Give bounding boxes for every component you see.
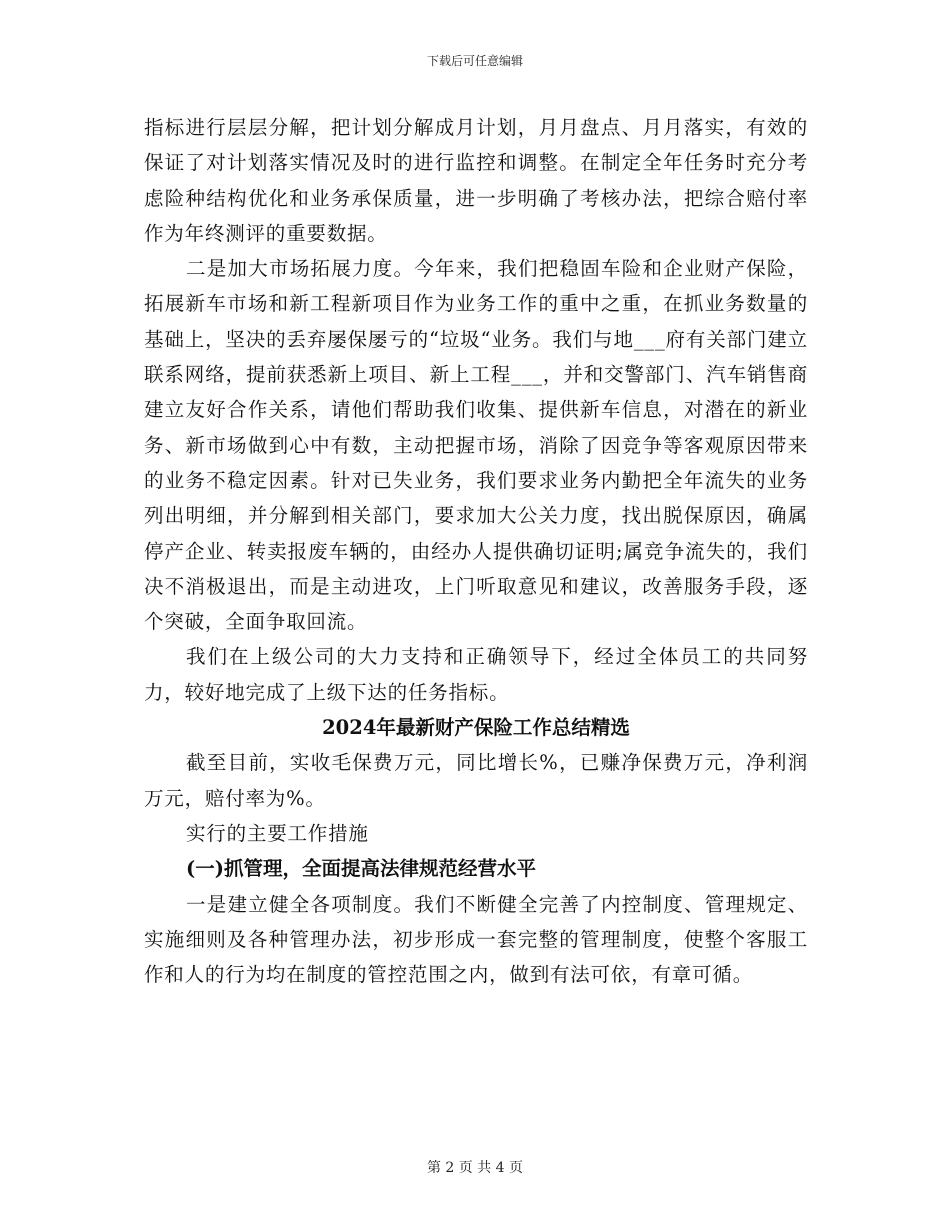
subheading-management: (一)抓管理，全面提高法律规范经营水平 — [186, 857, 536, 881]
paragraph-measures-heading: 实行的主要工作措施 — [186, 821, 369, 845]
page-header: 下载后可任意编辑 — [426, 54, 523, 68]
document-body — [144, 110, 808, 992]
paragraph-system-building: 一是建立健全各项制度。我们不断健全完善了内控制度、管理规定、实施细则及各种管理办法，初步形成一套完整的管理制度，使整个客服工作和人的行为均在制度的管控范围之内，做到有法可依，有章可循。 — [144, 892, 808, 987]
paragraph-market-expansion: 二是加大市场拓展力度。今年来，我们把稳固车险和企业财产保险，拓展新车市场和新工程新项目作为业务工作的重中之重，在抓业务数量的基础上，坚决的丢弃屡保屡亏的“垃圾“业务。我们与地___府有关部门建立联系网络，提前获悉新上项目、新上工程___，并和交警部门、汽车销售商建立友好合作关系，请他们帮助我们收集、提供新车信息，对潜在的新业务、新市场做到心中有数，主动把握市场，消除了因竞争等客观原因带来的业务不稳定因素。针对已失业务，我们要求业务内勤把全年流失的业务列出明细，并分解到相关部门，要求加大公关力度，找出脱保原因，确属停产企业、转卖报废车辆的，由经办人提供确切证明;属竞争流失的，我们决不消极退出，而是主动进攻，上门听取意见和建议，改善服务手段，逐个突破，全面争取回流。 — [144, 257, 808, 634]
section-title: 2024年最新财产保险工作总结精选 — [322, 716, 630, 740]
paragraph-plan-breakdown: 指标进行层层分解，把计划分解成月计划，月月盘点、月月落实，有效的保证了对计划落实情况及时的进行监控和调整。在制定全年任务时充分考虑险种结构优化和业务承保质量，进一步明确了考核办法，把综合赔付率作为年终测评的重要数据。 — [144, 116, 808, 245]
paragraph-task-completion: 我们在上级公司的大力支持和正确领导下，经过全体员工的共同努力，较好地完成了上级下达的任务指标。 — [144, 645, 808, 704]
paragraph-premium-summary: 截至目前，实收毛保费万元，同比增长%，已赚净保费万元，净利润万元，赔付率为%。 — [144, 751, 808, 810]
page-footer: 第 2 页 共 4 页 — [426, 1160, 524, 1176]
